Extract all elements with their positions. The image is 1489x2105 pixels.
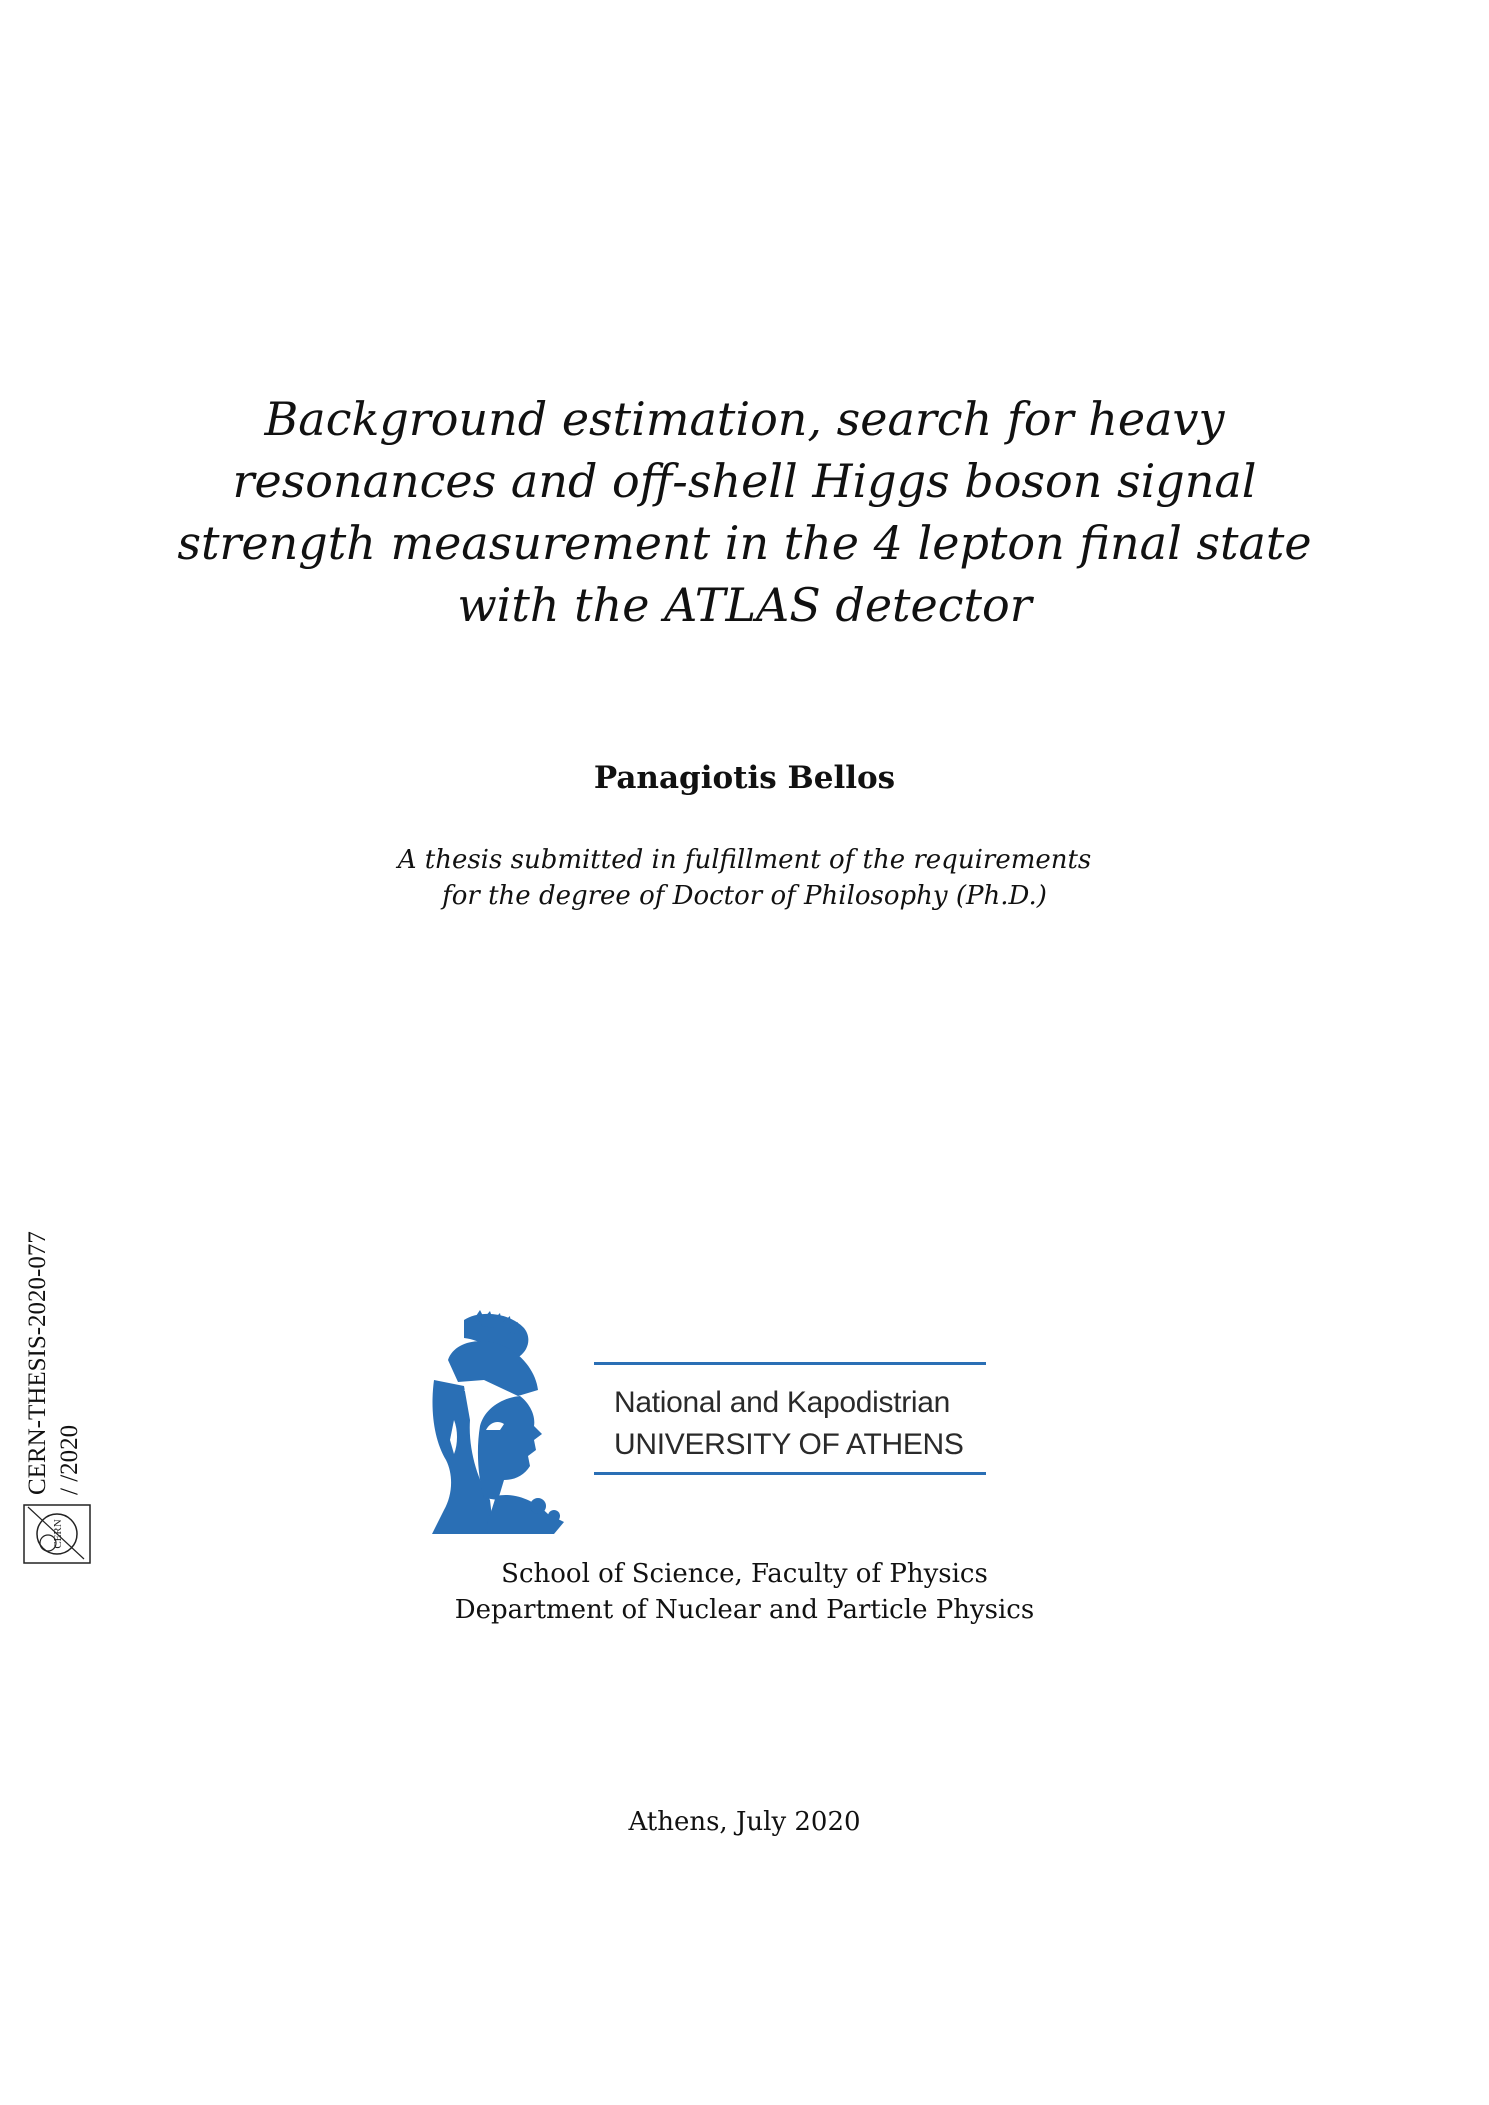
affiliation-line-2: Department of Nuclear and Particle Physics xyxy=(454,1595,1035,1625)
degree-statement-line-1: A thesis submitted in fulfillment of the requirements xyxy=(397,845,1092,875)
degree-statement-line-2: for the degree of Doctor of Philosophy (Ph.D.) xyxy=(442,881,1047,911)
cern-stamp-date: / /2020 xyxy=(56,1424,83,1495)
author-name: Panagiotis Bellos xyxy=(593,760,896,796)
degree-statement xyxy=(0,842,1489,914)
cern-stamp xyxy=(18,1190,98,1565)
university-name-line-2: UNIVERSITY OF ATHENS xyxy=(614,1428,964,1461)
place-date: Athens, July 2020 xyxy=(628,1807,861,1837)
university-name-line-1: National and Kapodistrian xyxy=(614,1386,951,1419)
logo-top-rule xyxy=(594,1362,986,1365)
thesis-title xyxy=(0,388,1489,636)
thesis-title-line-2: resonances and off-shell Higgs boson signal xyxy=(232,454,1257,508)
cern-logo-text: CERN xyxy=(52,1519,64,1549)
affiliation xyxy=(0,1556,1489,1628)
logo-bottom-rule xyxy=(594,1472,986,1475)
university-logo xyxy=(424,1310,984,1534)
thesis-title-line-4: with the ATLAS detector xyxy=(457,578,1032,632)
cern-report-number: CERN-THESIS-2020-077 xyxy=(24,1231,51,1495)
thesis-title-line-1: Background estimation, search for heavy xyxy=(264,392,1225,446)
affiliation-line-1: School of Science, Faculty of Physics xyxy=(501,1559,988,1589)
cern-logo-icon xyxy=(22,1501,92,1565)
thesis-title-line-3: strength measurement in the 4 lepton final state xyxy=(177,516,1312,570)
athena-head-icon xyxy=(424,1310,574,1534)
